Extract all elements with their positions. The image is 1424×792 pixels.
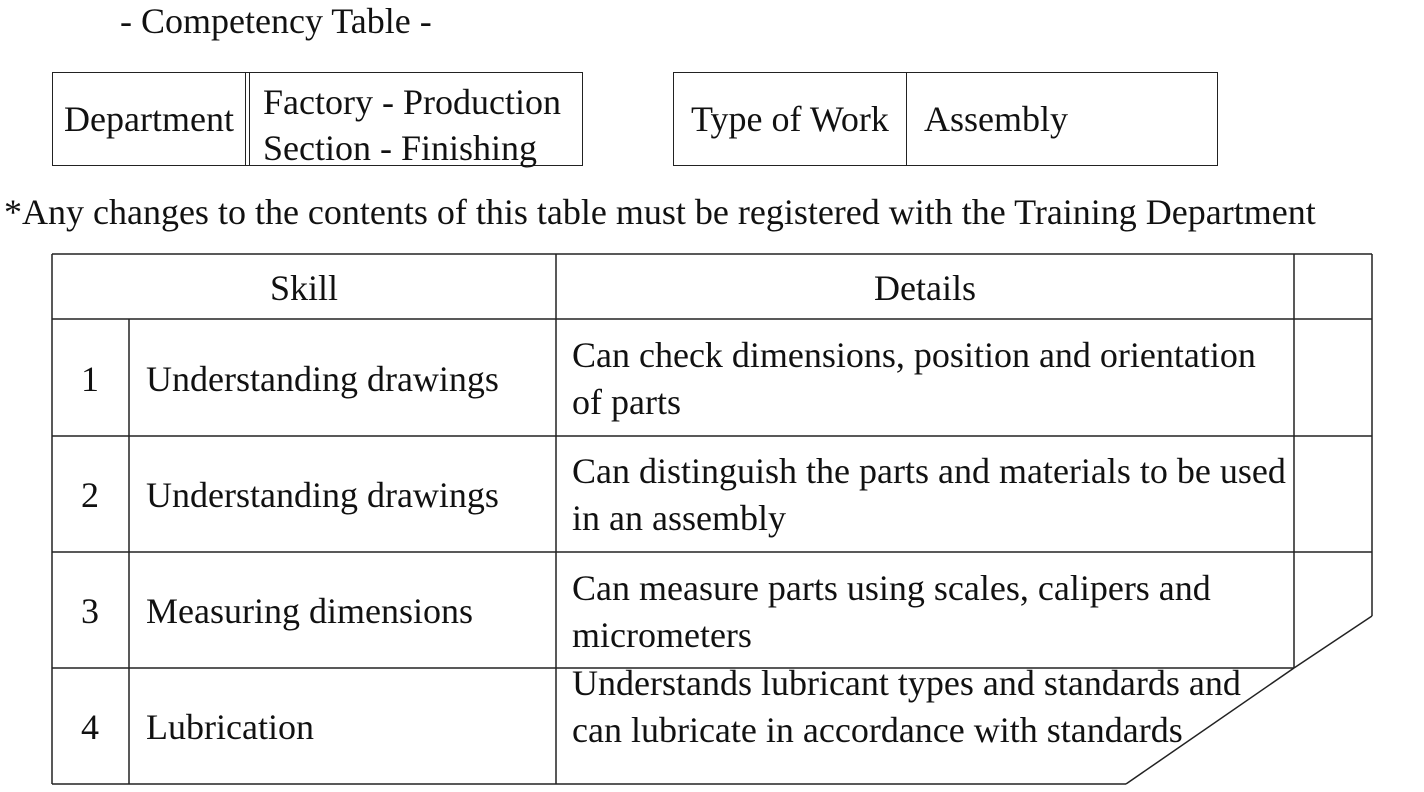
row-4-details: Understands lubricant types and standards and can lubricate in accordance with standards	[572, 663, 1241, 750]
row-1-details: Can check dimensions, position and orientation of parts	[572, 335, 1256, 422]
row-1-skill: Understanding drawings	[146, 359, 499, 399]
row-1-number: 1	[81, 359, 99, 399]
row-4-skill: Lubrication	[146, 707, 314, 747]
header-details: Details	[874, 268, 976, 308]
work-type-label: Type of Work	[691, 99, 889, 139]
page-title: - Competency Table -	[120, 1, 432, 41]
department-value-line-1: Factory - Production	[263, 82, 561, 122]
registration-note: *Any changes to the contents of this table must be registered with the Training Department	[4, 192, 1316, 232]
row-4-number: 4	[81, 707, 99, 747]
row-2-skill: Understanding drawings	[146, 475, 499, 515]
row-3-details: Can measure parts using scales, calipers and micrometers	[572, 568, 1211, 655]
row-2-details: Can distinguish the parts and materials to be used in an assembly	[572, 451, 1286, 538]
work-type-value: Assembly	[924, 99, 1068, 139]
row-3-skill: Measuring dimensions	[146, 591, 473, 631]
header-skill: Skill	[269, 268, 339, 308]
department-label: Department	[64, 99, 234, 139]
department-value-line-2: Section - Finishing	[263, 128, 538, 168]
row-2-number: 2	[81, 475, 99, 515]
row-3-number: 3	[81, 591, 99, 631]
